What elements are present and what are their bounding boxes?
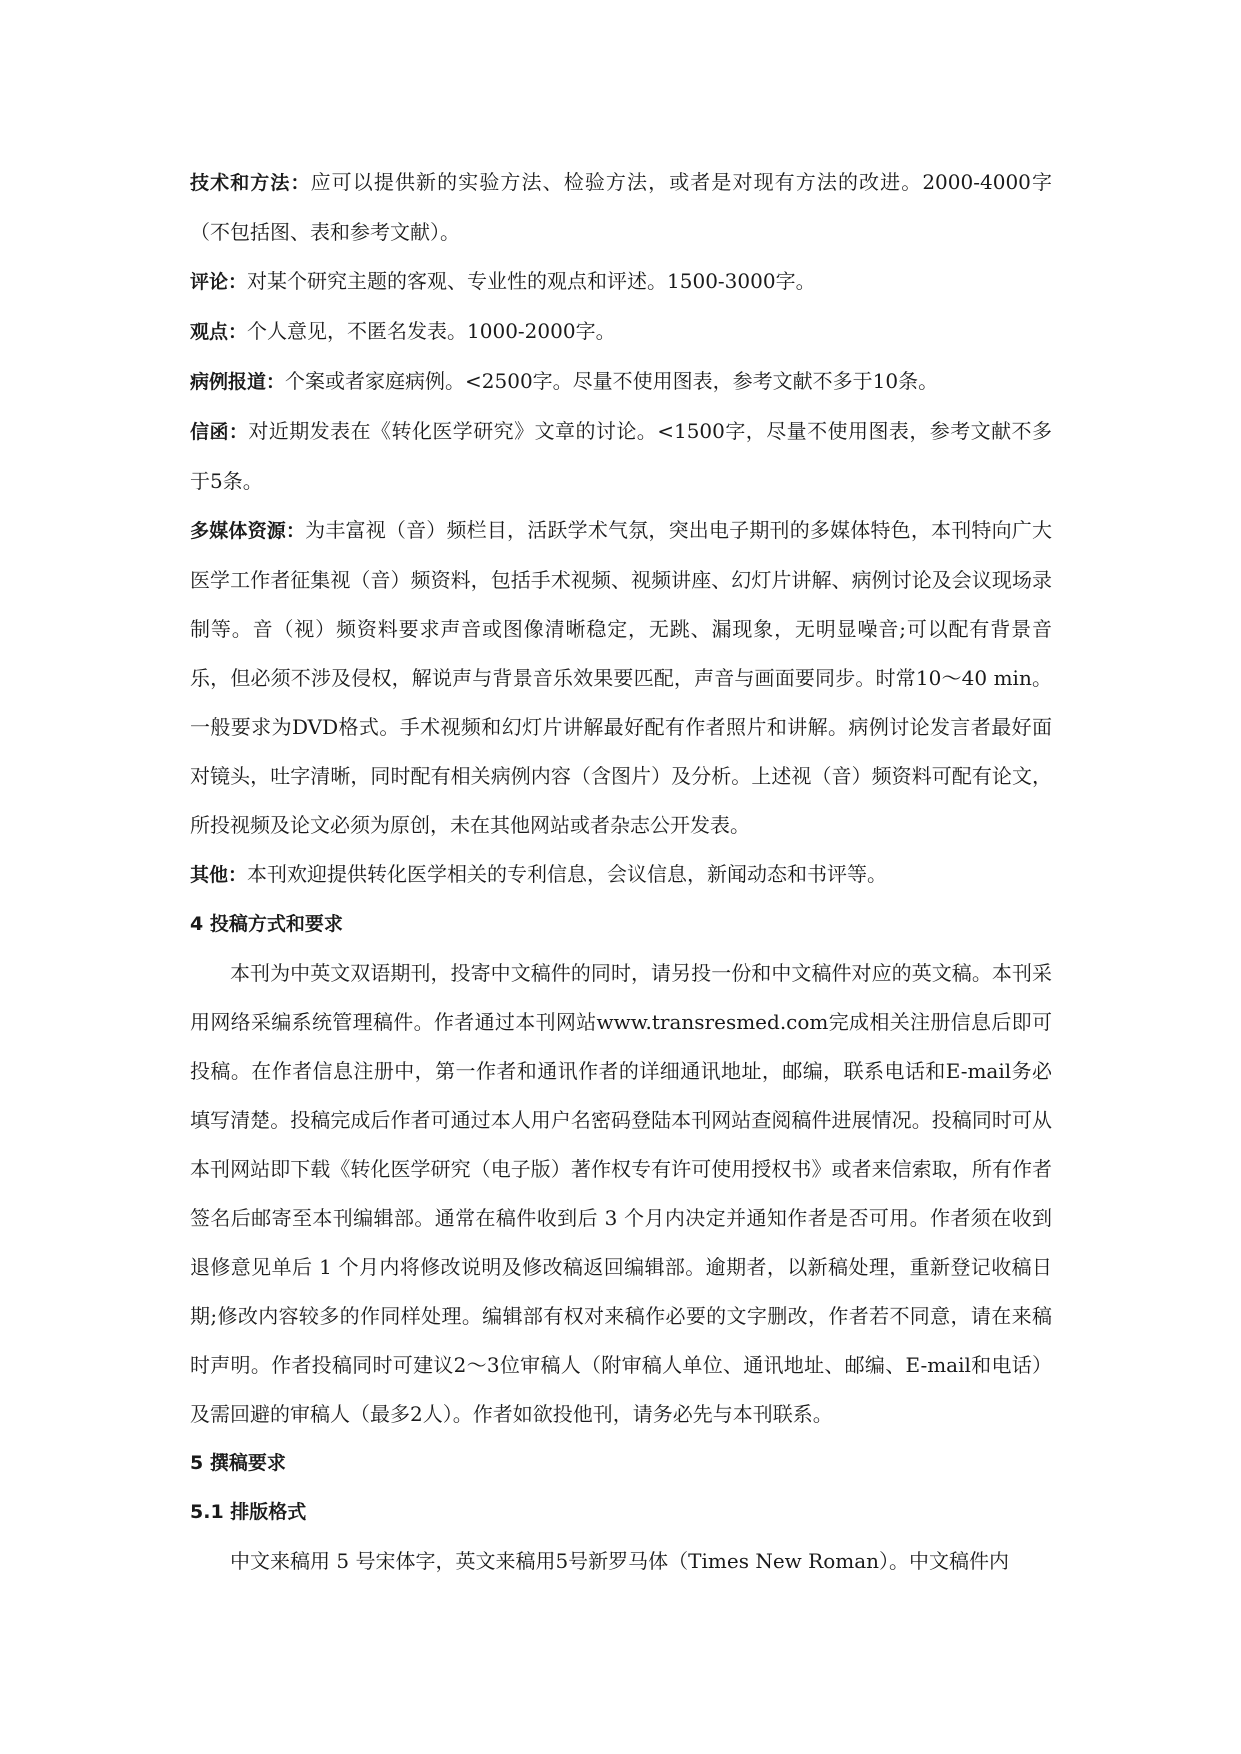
section-4-heading: 4 投稿方式和要求 [190, 913, 343, 935]
section-5-1-heading: 5.1 排版格式 [190, 1501, 307, 1523]
article-type-description: 本刊欢迎提供转化医学相关的专利信息，会议信息，新闻动态和书评等。 [247, 862, 888, 886]
article-type-commentary [190, 257, 1052, 307]
article-type-term: 观点： [190, 321, 248, 343]
section-5-1-body: 中文来稿用 5 号宋体字，英文来稿用5号新罗马体（Times New Roman）。中文稿件内 [230, 1549, 1010, 1573]
article-type-description: 个案或者家庭病例。<2500字。尽量不使用图表，参考文献不多于10条。 [285, 369, 939, 393]
article-type-description: 个人意见，不匿名发表。1000-2000字。 [247, 319, 616, 343]
article-type-term: 技术和方法： [190, 172, 311, 194]
page-content [190, 158, 1052, 1586]
article-type-multimedia [190, 506, 1052, 850]
section-4-body: 本刊为中英文双语期刊，投寄中文稿件的同时，请另投一份和中文稿件对应的英文稿。本刊采用网络采编系统管理稿件。作者通过本刊网站www.transresmed.com完成相关注册信息后即可投稿。在作者信息注册中，第一作者和通讯作者的详细通讯地址，邮编，联系电话和E-mail务必填写清楚。投稿完成后作者可通过本人用户名密码登陆本刊网站查阅稿件进展情况。投稿同时可从本刊网站即下载《转化医学研究（电子版）著作权专有许可使用授权书》或者来信索取，所有作者签名后邮寄至本刊编辑部。通常在稿件收到后 3 个月内决定并通知作者是否可用。作者须在收到退修意见单后 1 个月内将修改说明及修改稿返回编辑部。逾期者，以新稿处理，重新登记收稿日期;修改内容较多的作同样处理。编辑部有权对来稿作必要的文字删改，作者若不同意，请在来稿时声明。作者投稿同时可建议2～3位审稿人（附审稿人单位、通讯地址、邮编、E-mail和电话）及需回避的审稿人（最多2人）。作者如欲投他刊，请务必先与本刊联系。 [190, 961, 1052, 1426]
article-type-description: 为丰富视（音）频栏目，活跃学术气氛，突出电子期刊的多媒体特色，本刊特向广大医学工作者征集视（音）频资料，包括手术视频、视频讲座、幻灯片讲解、病例讨论及会议现场录制等。音（视）频资料要求声音或图像清晰稳定，无跳、漏现象，无明显噪音;可以配有背景音乐，但必须不涉及侵权，解说声与背景音乐效果要匹配，声音与画面要同步。时常10～40 min。一般要求为DVD格式。手术视频和幻灯片讲解最好配有作者照片和讲解。病例讨论发言者最好面对镜头，吐字清晰，同时配有相关病例内容（含图片）及分析。上述视（音）频资料可配有论文，所投视频及论文必须为原创，未在其他网站或者杂志公开发表。 [190, 518, 1052, 837]
article-type-term: 病例报道： [190, 371, 286, 393]
article-type-term: 多媒体资源： [190, 520, 306, 542]
article-type-other [190, 850, 1052, 900]
article-type-methods [190, 158, 1052, 257]
article-type-term: 其他： [190, 864, 248, 886]
article-type-description: 应可以提供新的实验方法、检验方法，或者是对现有方法的改进。2000-4000字（不包括图、表和参考文献）。 [190, 170, 1052, 244]
article-type-term: 评论： [190, 271, 248, 293]
section-5-heading: 5 撰稿要求 [190, 1452, 286, 1474]
article-type-letter [190, 407, 1052, 506]
article-type-term: 信函： [190, 421, 249, 443]
article-type-description: 对近期发表在《转化医学研究》文章的讨论。<1500字，尽量不使用图表，参考文献不多于5条。 [190, 419, 1052, 493]
article-type-case-report [190, 357, 1052, 407]
article-type-description: 对某个研究主题的客观、专业性的观点和评述。1500-3000字。 [247, 269, 816, 293]
article-type-viewpoint [190, 307, 1052, 357]
